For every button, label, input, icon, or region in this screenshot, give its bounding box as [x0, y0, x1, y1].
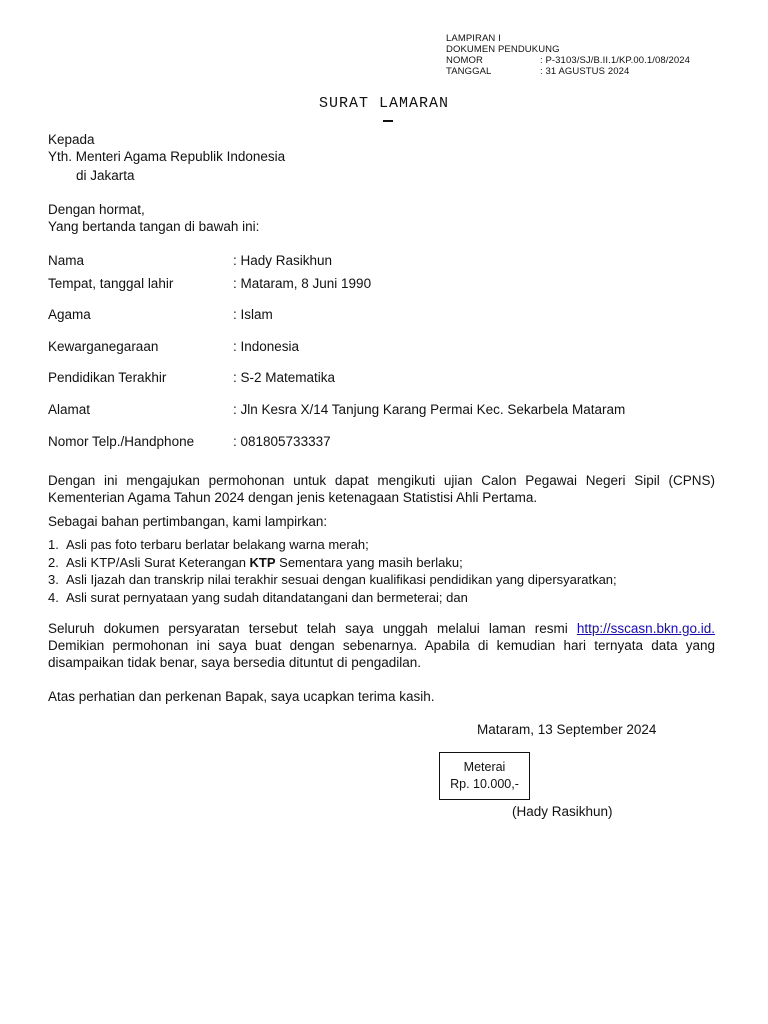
field-value: : 081805733337	[233, 434, 331, 449]
header-line-lampiran: LAMPIRAN I	[446, 33, 501, 44]
field-label: Kewarganegaraan	[48, 339, 159, 354]
document-title: SURAT LAMARAN	[318, 95, 450, 112]
field-label: Tempat, tanggal lahir	[48, 276, 174, 291]
field-value: : Jln Kesra X/14 Tanjung Karang Permai Kec. Sekarbela Mataram	[233, 402, 626, 417]
greeting-line: Dengan hormat,	[48, 202, 145, 217]
list-item: 2. Asli KTP/Asli Surat Keterangan KTP Sementara yang masih berlaku;	[48, 554, 463, 570]
field-label: Agama	[48, 307, 91, 322]
field-label: Alamat	[48, 402, 91, 417]
bold-ktp: KTP	[249, 554, 276, 570]
field-value: : Islam	[233, 307, 273, 322]
list-item: 4. Asli surat pernyataan yang sudah ditandatangani dan bermeterai; dan	[48, 589, 468, 605]
field-label: Nomor Telp./Handphone	[48, 434, 195, 449]
field-value: : Indonesia	[233, 339, 300, 354]
recipient-name: Yth. Menteri Agama Republik Indonesia	[48, 149, 286, 164]
list-item: 1. Asli pas foto terbaru berlatar belakang warna merah;	[48, 537, 369, 552]
recipient-kepada: Kepada	[48, 132, 95, 147]
recipient-location: di Jakarta	[76, 168, 135, 183]
header-tanggal-label: TANGGAL	[446, 66, 492, 77]
header-tanggal-value: : 31 AGUSTUS 2024	[540, 66, 630, 77]
stamp-amount: Rp. 10.000,-	[450, 777, 519, 791]
attachments-list	[48, 536, 617, 606]
field-label: Pendidikan Terakhir	[48, 370, 167, 385]
header-nomor-row	[446, 55, 690, 66]
list-item: 3. Asli Ijazah dan transkrip nilai terakhir sesuai dengan kualifikasi pendidikan yang dipersyaratkan;	[48, 572, 617, 587]
stamp-label: Meterai	[463, 760, 506, 774]
application-paragraph: Dengan ini mengajukan permohonan untuk dapat mengikuti ujian Calon Pegawai Negeri Sipil (CPNS) Kementerian Agama Tahun 2024 dengan jenis ketenagaan Statistisi Ahli Pertama.	[48, 473, 715, 505]
header-nomor-value: : P-3103/SJ/B.II.1/KP.00.1/08/2024	[540, 55, 691, 66]
field-value: : Mataram, 8 Juni 1990	[233, 276, 372, 291]
stamp-box	[439, 752, 530, 800]
header-line-dokumen: DOKUMEN PENDUKUNG	[446, 44, 560, 55]
signature-name: (Hady Rasikhun)	[512, 804, 613, 819]
sscasn-link[interactable]: http://sscasn.bkn.go.id.	[576, 621, 715, 636]
header-tanggal-row	[446, 66, 690, 77]
field-value: : S-2 Matematika	[233, 370, 336, 385]
title-underscore	[383, 120, 393, 122]
header-nomor-label: NOMOR	[446, 55, 483, 66]
closing-line: Atas perhatian dan perkenan Bapak, saya ucapkan terima kasih.	[48, 689, 435, 704]
attachment-header	[446, 33, 690, 77]
field-value: : Hady Rasikhun	[233, 253, 333, 268]
field-label: Nama	[48, 253, 85, 268]
attachments-intro: Sebagai bahan pertimbangan, kami lampirkan:	[48, 514, 328, 529]
intro-line: Yang bertanda tangan di bawah ini:	[48, 219, 260, 234]
place-date: Mataram, 13 September 2024	[477, 722, 657, 737]
declaration-paragraph: Seluruh dokumen persyaratan tersebut telah saya unggah melalui laman resmi http://sscasn.bkn.go.id. Demikian permohonan ini saya buat dengan sebenarnya. Apabila di kemudian hari ternyata data yang disampaikan tidak benar, saya bersedia dituntut di pengadilan.	[48, 621, 715, 670]
